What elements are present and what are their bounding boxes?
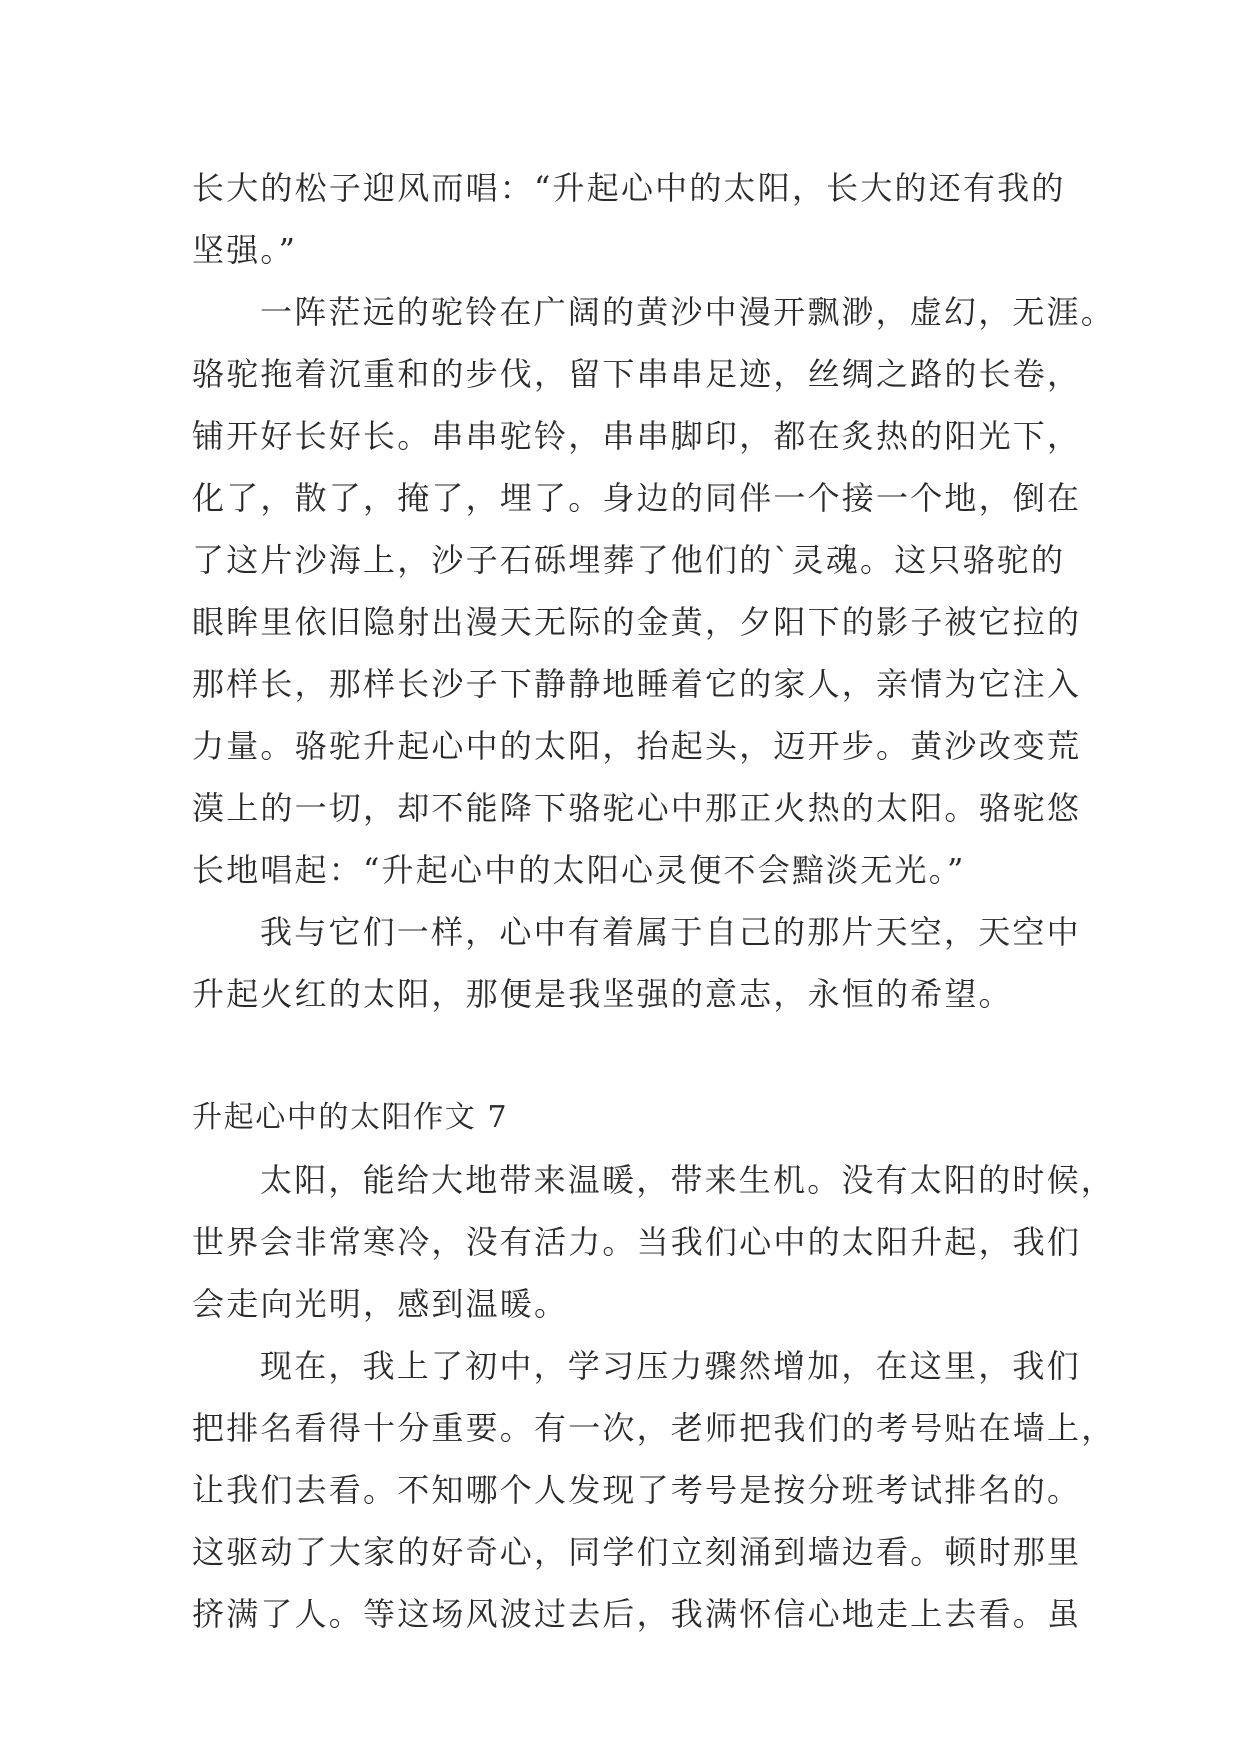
text-line: 化了，散了，掩了，埋了。身边的同伴一个接一个地，倒在 — [192, 479, 1082, 517]
text-line: 铺开好长好长。串串驼铃，串串脚印，都在炙热的阳光下， — [192, 417, 1082, 455]
section-spacer — [192, 1025, 1072, 1087]
text-line: 眼眸里依旧隐射出漫天无际的金黄，夕阳下的影子被它拉的 — [192, 603, 1082, 641]
text-line: 力量。骆驼升起心中的太阳，抬起头，迈开步。黄沙改变荒 — [192, 727, 1082, 765]
paragraph-first-line: 现在，我上了初中，学习压力骤然增加，在这里，我们 — [260, 1347, 1081, 1385]
text-line: 那样长，那样长沙子下静静地睡着它的家人，亲情为它注入 — [192, 665, 1082, 703]
text-line: 把排名看得十分重要。有一次，老师把我们的考号贴在墙上， — [192, 1409, 1116, 1447]
paragraph-first-line: 一阵茫远的驼铃在广阔的黄沙中漫开飘渺，虚幻，无涯。 — [260, 293, 1116, 331]
text-line: 这驱动了大家的好奇心，同学们立刻涌到墙边看。顿时那里 — [192, 1533, 1082, 1571]
text-line: 升起火红的太阳，那便是我坚强的意志，永恒的希望。 — [192, 975, 1013, 1013]
text-line: 世界会非常寒冷，没有活力。当我们心中的太阳升起，我们 — [192, 1223, 1082, 1261]
text-line: 坚强。” — [192, 231, 298, 269]
document-body — [192, 157, 1116, 1645]
text-line: 会走向光明，感到温暖。 — [192, 1285, 569, 1323]
text-line: 让我们去看。不知哪个人发现了考号是按分班考试排名的。 — [192, 1471, 1082, 1509]
text-line: 长地唱起：“升起心中的太阳心灵便不会黯淡无光。” — [192, 851, 966, 889]
paragraph-first-line: 我与它们一样，心中有着属于自己的那片天空，天空中 — [260, 913, 1081, 951]
text-line: 漠上的一切，却不能降下骆驼心中那正火热的太阳。骆驼悠 — [192, 789, 1082, 827]
paragraph-first-line: 太阳，能给大地带来温暖，带来生机。没有太阳的时候， — [260, 1161, 1116, 1199]
text-line: 挤满了人。等这场风波过去后，我满怀信心地走上去看。虽 — [192, 1595, 1082, 1633]
text-line: 骆驼拖着沉重和的步伐，留下串串足迹，丝绸之路的长卷， — [192, 355, 1082, 393]
section-title: 升起心中的太阳作文 7 — [192, 1100, 509, 1135]
text-line: 了这片沙海上，沙子石砾埋葬了他们的`灵魂。这只骆驼的 — [192, 541, 1066, 579]
text-line: 长大的松子迎风而唱：“升起心中的太阳，长大的还有我的 — [192, 169, 1066, 207]
